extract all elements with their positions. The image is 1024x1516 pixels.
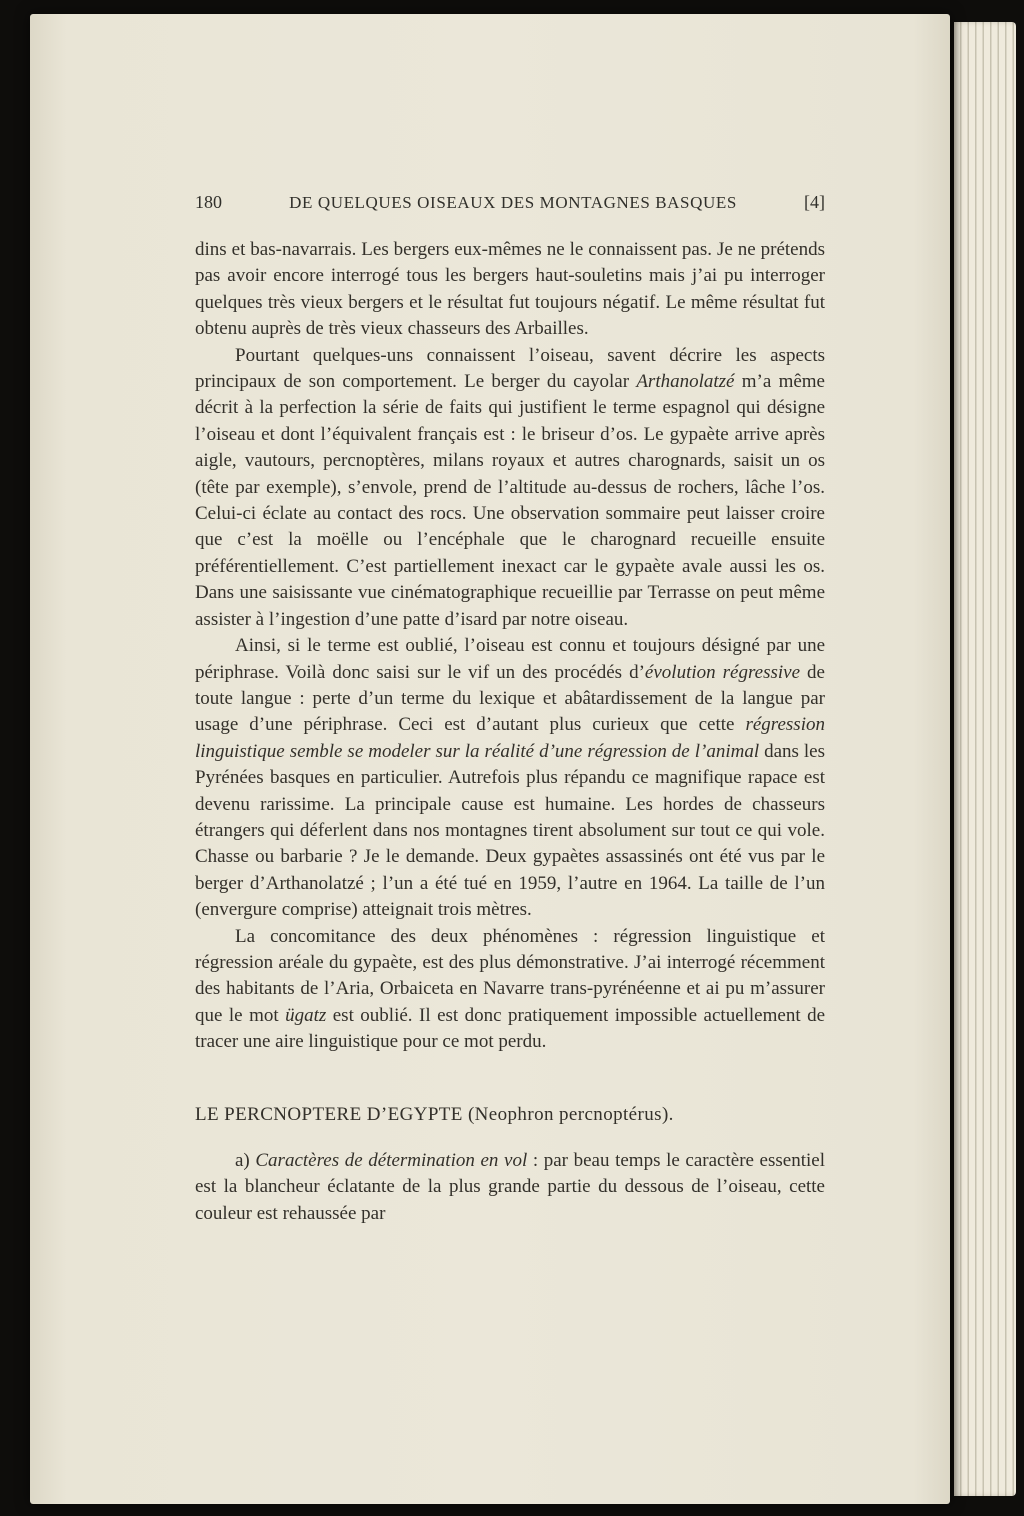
- italic-text-run: régression linguistique semble se modeler sur la réalité d’une régression de l’animal: [195, 714, 825, 762]
- text-run: dins et bas-navarrais. Les bergers eux-mêmes ne le connaissent pas. Je ne prétends pas avoir encore interrogé tous les bergers haut-souletins mais j’ai pu interroger quelques très vieux bergers et le résultat fut toujours négatif. Le même résultat fut obtenu auprès de très vieux chasseurs des Arbailles.: [195, 239, 825, 340]
- page-body-text: [195, 237, 825, 1227]
- running-head: [195, 192, 825, 213]
- text-run: a): [235, 1150, 256, 1171]
- paragraph: [195, 924, 825, 1056]
- page-content: [195, 192, 825, 1227]
- text-run: dans les Pyrénées basques en particulier. Autrefois plus répandu ce magnifique rapace est devenu rarissime. La principale cause est humaine. Les hordes de chasseurs étrangers qui déferlent dans nos montagnes tirent absolument sur tout ce qui vole. Chasse ou barbarie ? Je le demande. Deux gypaètes assassinés ont été vus par le berger d’Arthanolatzé ; l’un a été tué en 1959, l’autre en 1964. La taille de l’un (envergure comprise) atteignait trois mètres.: [195, 740, 825, 921]
- italic-text-run: ügatz: [285, 1004, 327, 1026]
- text-run: Pourtant quelques-uns connaissent l’oiseau, savent décrire les aspects principaux de son comportement. Le berger du cayolar: [195, 344, 825, 393]
- text-run: La concomitance des deux phénomènes : régression linguistique et régression aréale du gypaète, est des plus démonstrative. J’ai interrogé récemment des habitants de l’Aria, Orbaiceta en Navarre trans-pyrénéenne et ai pu m’assurer que le mot: [195, 925, 825, 1026]
- paragraph: [195, 237, 825, 343]
- page-edge-stack: [954, 22, 1016, 1496]
- paragraph: [195, 1148, 825, 1227]
- book-page: [30, 14, 950, 1504]
- italic-text-run: Arthanolatzé: [636, 371, 735, 393]
- italic-text-run: Caractères de détermination en vol: [255, 1150, 528, 1171]
- text-run: de toute langue : perte d’un terme du lexique et abâtardissement de la langue par usage d’une périphrase. Ceci est d’autant plus curieux que cette: [195, 661, 825, 736]
- text-run: m’a même décrit à la perfection la série de faits qui justifient le terme espagnol qui désigne l’oiseau et dont l’équivalent français est : le briseur d’os. Le gypaète arrive après aigle, vautours, percnoptères, milans royaux et autres charognards, saisit un os (tête par exemple), s’envole, prend de l’altitude au-dessus de rochers, lâche l’os. Celui-ci éclate au contact des rocs. Une observation sommaire peut laisser croire que c’est la moëlle ou l’encéphale que le charognard recueille ensuite préférentiellement. C’est partiellement inexact car le gypaète avale aussi les os. Dans une saisissante vue cinématographique recueillie par Terrasse on peut même assister à l’ingestion d’une patte d’isard par notre oiseau.: [195, 371, 825, 630]
- section-heading: LE PERCNOPTERE D’EGYPTE (Neophron percnoptérus).: [195, 1103, 674, 1125]
- italic-text-run: évolution régressive: [644, 661, 801, 683]
- text-run: Ainsi, si le terme est oublié, l’oiseau est connu et toujours désigné par une périphrase. Voilà donc saisi sur le vif un des procédés d’: [195, 635, 825, 683]
- paragraph: [195, 343, 825, 633]
- page-number: 180: [195, 192, 222, 212]
- paragraph: [195, 633, 825, 923]
- running-head-title: DE QUELQUES OISEAUX DES MONTAGNES BASQUES: [289, 193, 737, 212]
- text-run: est oublié. Il est donc pratiquement impossible actuellement de tracer une aire linguistique pour ce mot perdu.: [195, 1004, 826, 1053]
- issue-marker: [4]: [804, 192, 825, 212]
- text-run: : par beau temps le caractère essentiel est la blancheur éclatante de la plus grande partie du dessous de l’oiseau, cette couleur est rehaussée par: [195, 1150, 825, 1224]
